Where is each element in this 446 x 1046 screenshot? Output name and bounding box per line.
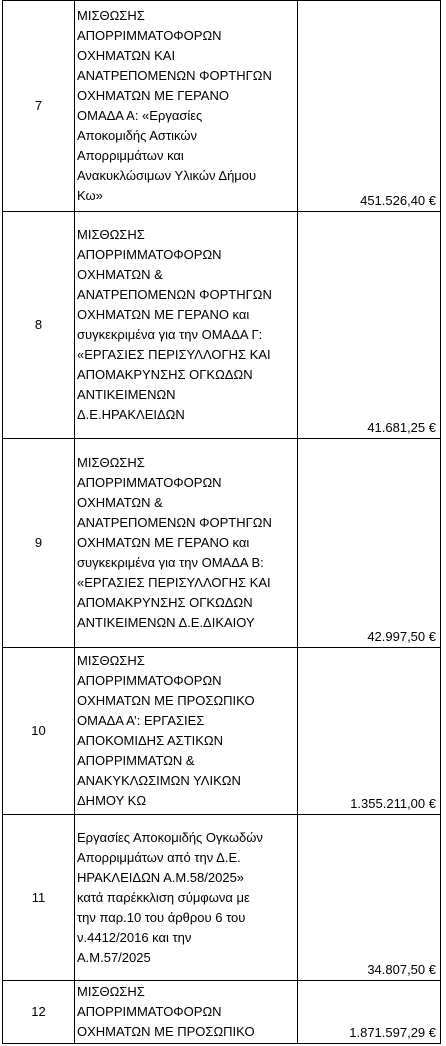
- description-line: Εργασίες Αποκομιδής Ογκωδών: [77, 829, 263, 845]
- row-description: [75, 815, 298, 981]
- description-line: ΟΧΗΜΑΤΩΝ ΜΕ ΓΕΡΑΝΟ και: [77, 307, 250, 322]
- description-line: ΑΠΟΡΡΙΜΜΑΤΟΦΟΡΩΝ: [77, 475, 222, 490]
- description-line: ΜΙΣΘΩΣΗΣ: [77, 227, 145, 242]
- description-line: ΟΧΗΜΑΤΩΝ &: [77, 495, 163, 510]
- row-description: [75, 212, 298, 439]
- description-line: ΑΝΑΤΡΕΠΟΜΕΝΩΝ ΦΟΡΤΗΓΩΝ: [77, 515, 272, 530]
- table-row: [3, 212, 441, 439]
- description-line: ΑΝΑΤΡΕΠΟΜΕΝΩΝ ΦΟΡΤΗΓΩΝ: [77, 287, 272, 302]
- description-line: Α.Μ.57/2025: [77, 949, 151, 965]
- row-number: 9: [3, 439, 75, 648]
- row-amount: 42.997,50 €: [298, 439, 441, 648]
- description-line: Απορριμμάτων και: [77, 148, 184, 163]
- description-line: «ΕΡΓΑΣΙΕΣ ΠΕΡΙΣΥΛΛΟΓΗΣ ΚΑΙ: [77, 575, 271, 590]
- description-line: την παρ.10 του άρθρου 6 του: [77, 909, 246, 925]
- description-line: ΟΜΑΔΑ Α: «Εργασίες: [77, 108, 203, 123]
- description-line: ΟΧΗΜΑΤΩΝ ΚΑΙ: [77, 48, 176, 63]
- description-line: ΑΠΟΡΡΙΜΜΑΤΟΦΟΡΩΝ: [77, 1004, 222, 1019]
- contracts-table: [2, 0, 441, 1044]
- description-line: ΟΧΗΜΑΤΩΝ ΜΕ ΠΡΟΣΩΠΙΚΟ: [77, 1024, 255, 1039]
- description-line: Αποκομιδής Αστικών: [77, 128, 197, 143]
- row-description: [75, 648, 298, 815]
- description-line: συγκεκριμένα για την ΟΜΑΔΑ Γ:: [77, 327, 263, 342]
- contracts-table-body: [3, 1, 441, 1044]
- description-line: ΜΙΣΘΩΣΗΣ: [77, 653, 145, 668]
- description-line: ΑΝΤΙΚΕΙΜΕΝΩΝ Δ.Ε.ΔΙΚΑΙΟΥ: [77, 615, 255, 630]
- description-line: ν.4412/2016 και την: [77, 929, 192, 945]
- description-line: ΔΗΜΟΥ ΚΩ: [77, 793, 147, 808]
- row-number: 8: [3, 212, 75, 439]
- row-description: [75, 439, 298, 648]
- row-amount: 34.807,50 €: [298, 815, 441, 981]
- row-description: [75, 1, 298, 212]
- description-line: κατά παρέκκλιση σύμφωνα με: [77, 889, 250, 905]
- table-row: [3, 981, 441, 1044]
- description-line: Απορριμμάτων από την Δ.Ε.: [77, 849, 241, 865]
- row-number: 11: [3, 815, 75, 981]
- description-line: ΟΧΗΜΑΤΩΝ &: [77, 267, 163, 282]
- description-line: ΑΝΑΤΡΕΠΟΜΕΝΩΝ ΦΟΡΤΗΓΩΝ: [77, 68, 272, 83]
- row-description: [75, 981, 298, 1044]
- description-line: ΑΠΟΜΑΚΡΥΝΣΗΣ ΟΓΚΩΔΩΝ: [77, 595, 253, 610]
- description-line: ΜΙΣΘΩΣΗΣ: [77, 8, 145, 23]
- description-line: ΑΠΟΡΡΙΜΜΑΤΟΦΟΡΩΝ: [77, 247, 222, 262]
- description-line: ΑΝΤΙΚΕΙΜΕΝΩΝ: [77, 387, 176, 402]
- table-row: [3, 815, 441, 981]
- description-line: ΟΧΗΜΑΤΩΝ ΜΕ ΓΕΡΑΝΟ: [77, 88, 229, 103]
- row-amount: 41.681,25 €: [298, 212, 441, 439]
- description-line: Ανακυκλώσιμων Υλικών Δήμου: [77, 168, 257, 183]
- description-line: ΟΜΑΔΑ Α’: ΕΡΓΑΣΙΕΣ: [77, 713, 205, 728]
- table-row: [3, 439, 441, 648]
- row-number: 7: [3, 1, 75, 212]
- description-line: ΑΝΑΚΥΚΛΩΣΙΜΩΝ ΥΛΙΚΩΝ: [77, 773, 241, 788]
- description-line: συγκεκριμένα για την ΟΜΑΔΑ Β:: [77, 555, 264, 570]
- description-line: ΑΠΟΜΑΚΡΥΝΣΗΣ ΟΓΚΩΔΩΝ: [77, 367, 253, 382]
- description-line: «ΕΡΓΑΣΙΕΣ ΠΕΡΙΣΥΛΛΟΓΗΣ ΚΑΙ: [77, 347, 271, 362]
- row-amount: 1.871.597,29 €: [298, 981, 441, 1044]
- row-number: 10: [3, 648, 75, 815]
- description-line: ΜΙΣΘΩΣΗΣ: [77, 984, 145, 999]
- row-amount: 1.355.211,00 €: [298, 648, 441, 815]
- row-amount: 451.526,40 €: [298, 1, 441, 212]
- description-line: ΑΠΟΡΡΙΜΜΑΤΩΝ &: [77, 753, 195, 768]
- description-line: ΑΠΟΚΟΜΙΔΗΣ ΑΣΤΙΚΩΝ: [77, 733, 224, 748]
- description-line: ΟΧΗΜΑΤΩΝ ΜΕ ΠΡΟΣΩΠΙΚΟ: [77, 693, 255, 708]
- row-number: 12: [3, 981, 75, 1044]
- description-line: ΗΡΑΚΛΕΙΔΩΝ Α.Μ.58/2025»: [77, 869, 245, 885]
- description-line: ΜΙΣΘΩΣΗΣ: [77, 455, 145, 470]
- description-line: Δ.Ε.ΗΡΑΚΛΕΙΔΩΝ: [77, 407, 185, 422]
- description-line: ΑΠΟΡΡΙΜΜΑΤΟΦΟΡΩΝ: [77, 28, 222, 43]
- description-line: ΑΠΟΡΡΙΜΜΑΤΟΦΟΡΩΝ: [77, 673, 222, 688]
- description-line: ΟΧΗΜΑΤΩΝ ΜΕ ΓΕΡΑΝΟ και: [77, 535, 250, 550]
- table-row: [3, 1, 441, 212]
- description-line: Κω»: [77, 188, 103, 203]
- table-row: [3, 648, 441, 815]
